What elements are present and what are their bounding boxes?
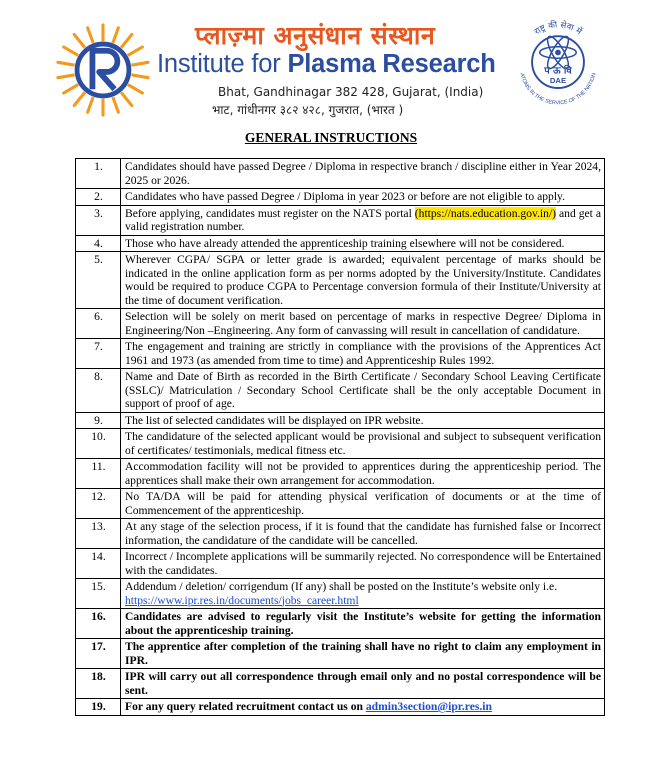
table-row: [76, 609, 605, 639]
row-text: Before applying, candidates must register on the NATS portal (https://nats.education.gov.in/) and get a valid registration number.: [121, 205, 605, 235]
table-row: [76, 579, 605, 609]
row-text: Wherever CGPA/ SGPA or letter grade is awarded; equivalent percentage of marks should be indicated in the online application form as per norms adopted by the University/Institute. Candidates would be required to produce CGPA to Percentage conversion formula of their Institute/University at the time of document verification.: [121, 252, 605, 309]
table-row: [76, 252, 605, 309]
row-number: 19.: [76, 699, 121, 716]
table-row: [76, 159, 605, 189]
row-text: Those who have already attended the apprenticeship training elsewhere will not be considered.: [121, 235, 605, 252]
row-number: 17.: [76, 639, 121, 669]
table-row: [76, 459, 605, 489]
table-row: [76, 519, 605, 549]
table-row: [76, 412, 605, 429]
row-text: IPR will carry out all correspondence through email only and no postal correspondence will be sent.: [121, 669, 605, 699]
table-row: [76, 429, 605, 459]
row-number: 2.: [76, 189, 121, 206]
row-text: Candidates who have passed Degree / Diploma in year 2023 or before are not eligible to apply.: [121, 189, 605, 206]
row-number: 9.: [76, 412, 121, 429]
row-number: 3.: [76, 205, 121, 235]
dae-logo-icon: [510, 14, 606, 114]
row-text: The apprentice after completion of the training shall have no right to claim any employment in IPR.: [121, 639, 605, 669]
row-text: No TA/DA will be paid for attending physical verification of documents or at the time of Commencement of the apprenticeship.: [121, 489, 605, 519]
svg-text:राष्ट्र की सेवा में: [533, 19, 585, 38]
table-row: [76, 369, 605, 413]
letterhead: [0, 0, 662, 122]
table-row: [76, 669, 605, 699]
nats-portal-link[interactable]: (https://nats.education.gov.in/): [414, 206, 557, 220]
dae-center-text: प ऊ वि: [544, 65, 572, 77]
jobs-career-link[interactable]: https://www.ipr.res.in/documents/jobs_career.html: [125, 593, 359, 607]
row-text: Incorrect / Incomplete applications will be summarily rejected. No correspondence will be Entertained with the candidates.: [121, 549, 605, 579]
row-number: 18.: [76, 669, 121, 699]
institute-name-hindi: प्लाज़्मा अनुसंधान संस्थान: [195, 21, 436, 50]
row-number: 12.: [76, 489, 121, 519]
table-row: [76, 699, 605, 716]
table-row: [76, 205, 605, 235]
row-text: Accommodation facility will not be provided to apprentices during the apprenticeship period. The apprentices shall make their own arrangement for accommodation.: [121, 459, 605, 489]
row-number: 6.: [76, 309, 121, 339]
dae-bottom-text: ATOMS IN THE SERVICE OF THE NATION: [518, 72, 598, 107]
page-title: GENERAL INSTRUCTIONS: [244, 130, 418, 145]
row-text: The candidature of the selected applicant would be provisional and subject to subsequent verification of certificates/ testimonials, medical fitness etc.: [121, 429, 605, 459]
row-number: 5.: [76, 252, 121, 309]
table-row: [76, 189, 605, 206]
row-text: Selection will be solely on merit based on percentage of marks in respective Degree/ Diploma in Engineering/Non –Engineering. Any form of canvassing will result in cancellation of candidature.: [121, 309, 605, 339]
row-number: 13.: [76, 519, 121, 549]
instructions-table: [75, 158, 605, 716]
table-row: [76, 549, 605, 579]
address-english: Bhat, Gandhinagar 382 428, Gujarat, (India): [218, 85, 484, 99]
address-hindi: भाट, गांधीनगर ३८२ ४२८, गुजरात, (भारत ): [212, 103, 404, 117]
row-number: 7.: [76, 339, 121, 369]
contact-email-link[interactable]: admin3section@ipr.res.in: [365, 700, 492, 713]
row-number: 14.: [76, 549, 121, 579]
table-row: [76, 235, 605, 252]
row-text: The engagement and training are strictly in compliance with the provisions of the Apprentices Act 1961 and 1973 (as amended from time to time) and Apprenticeship Rules 1992.: [121, 339, 605, 369]
row-number: 11.: [76, 459, 121, 489]
table-row: [76, 339, 605, 369]
row-text: Name and Date of Birth as recorded in the Birth Certificate / Secondary School Leaving Certificate (SSLC)/ Matriculation / Secondary School Certificate shall be the only acceptable Document in support of proof of age.: [121, 369, 605, 413]
row-number: 4.: [76, 235, 121, 252]
row-number: 15.: [76, 579, 121, 609]
row-text: At any stage of the selection process, if it is found that the candidate has furnished false or Incorrect information, the candidature of the candidate will be cancelled.: [121, 519, 605, 549]
row-text: Addendum / deletion/ corrigendum (If any) shall be posted on the Institute’s website only i.e. https://www.ipr.res.in/documents/jobs_career.html: [121, 579, 605, 609]
row-number: 16.: [76, 609, 121, 639]
row-number: 8.: [76, 369, 121, 413]
dae-center-text-english: DAE: [549, 76, 567, 86]
institute-name-english: Institute for Plasma Research: [157, 50, 496, 78]
dae-top-text: राष्ट्र की सेवा में: [532, 20, 584, 38]
row-number: 1.: [76, 159, 121, 189]
row-number: 10.: [76, 429, 121, 459]
row-text: The list of selected candidates will be displayed on IPR website.: [121, 412, 605, 429]
table-row: [76, 489, 605, 519]
row-text: For any query related recruitment contact us on admin3section@ipr.res.in: [121, 699, 605, 716]
row-text: Candidates are advised to regularly visit the Institute’s website for getting the information about the apprenticeship training.: [121, 609, 605, 639]
row-text: Candidates should have passed Degree / Diploma in respective branch / discipline either in Year 2024, 2025 or 2026.: [121, 159, 605, 189]
table-row: [76, 309, 605, 339]
table-row: [76, 639, 605, 669]
ipr-logo-icon: [55, 22, 151, 118]
